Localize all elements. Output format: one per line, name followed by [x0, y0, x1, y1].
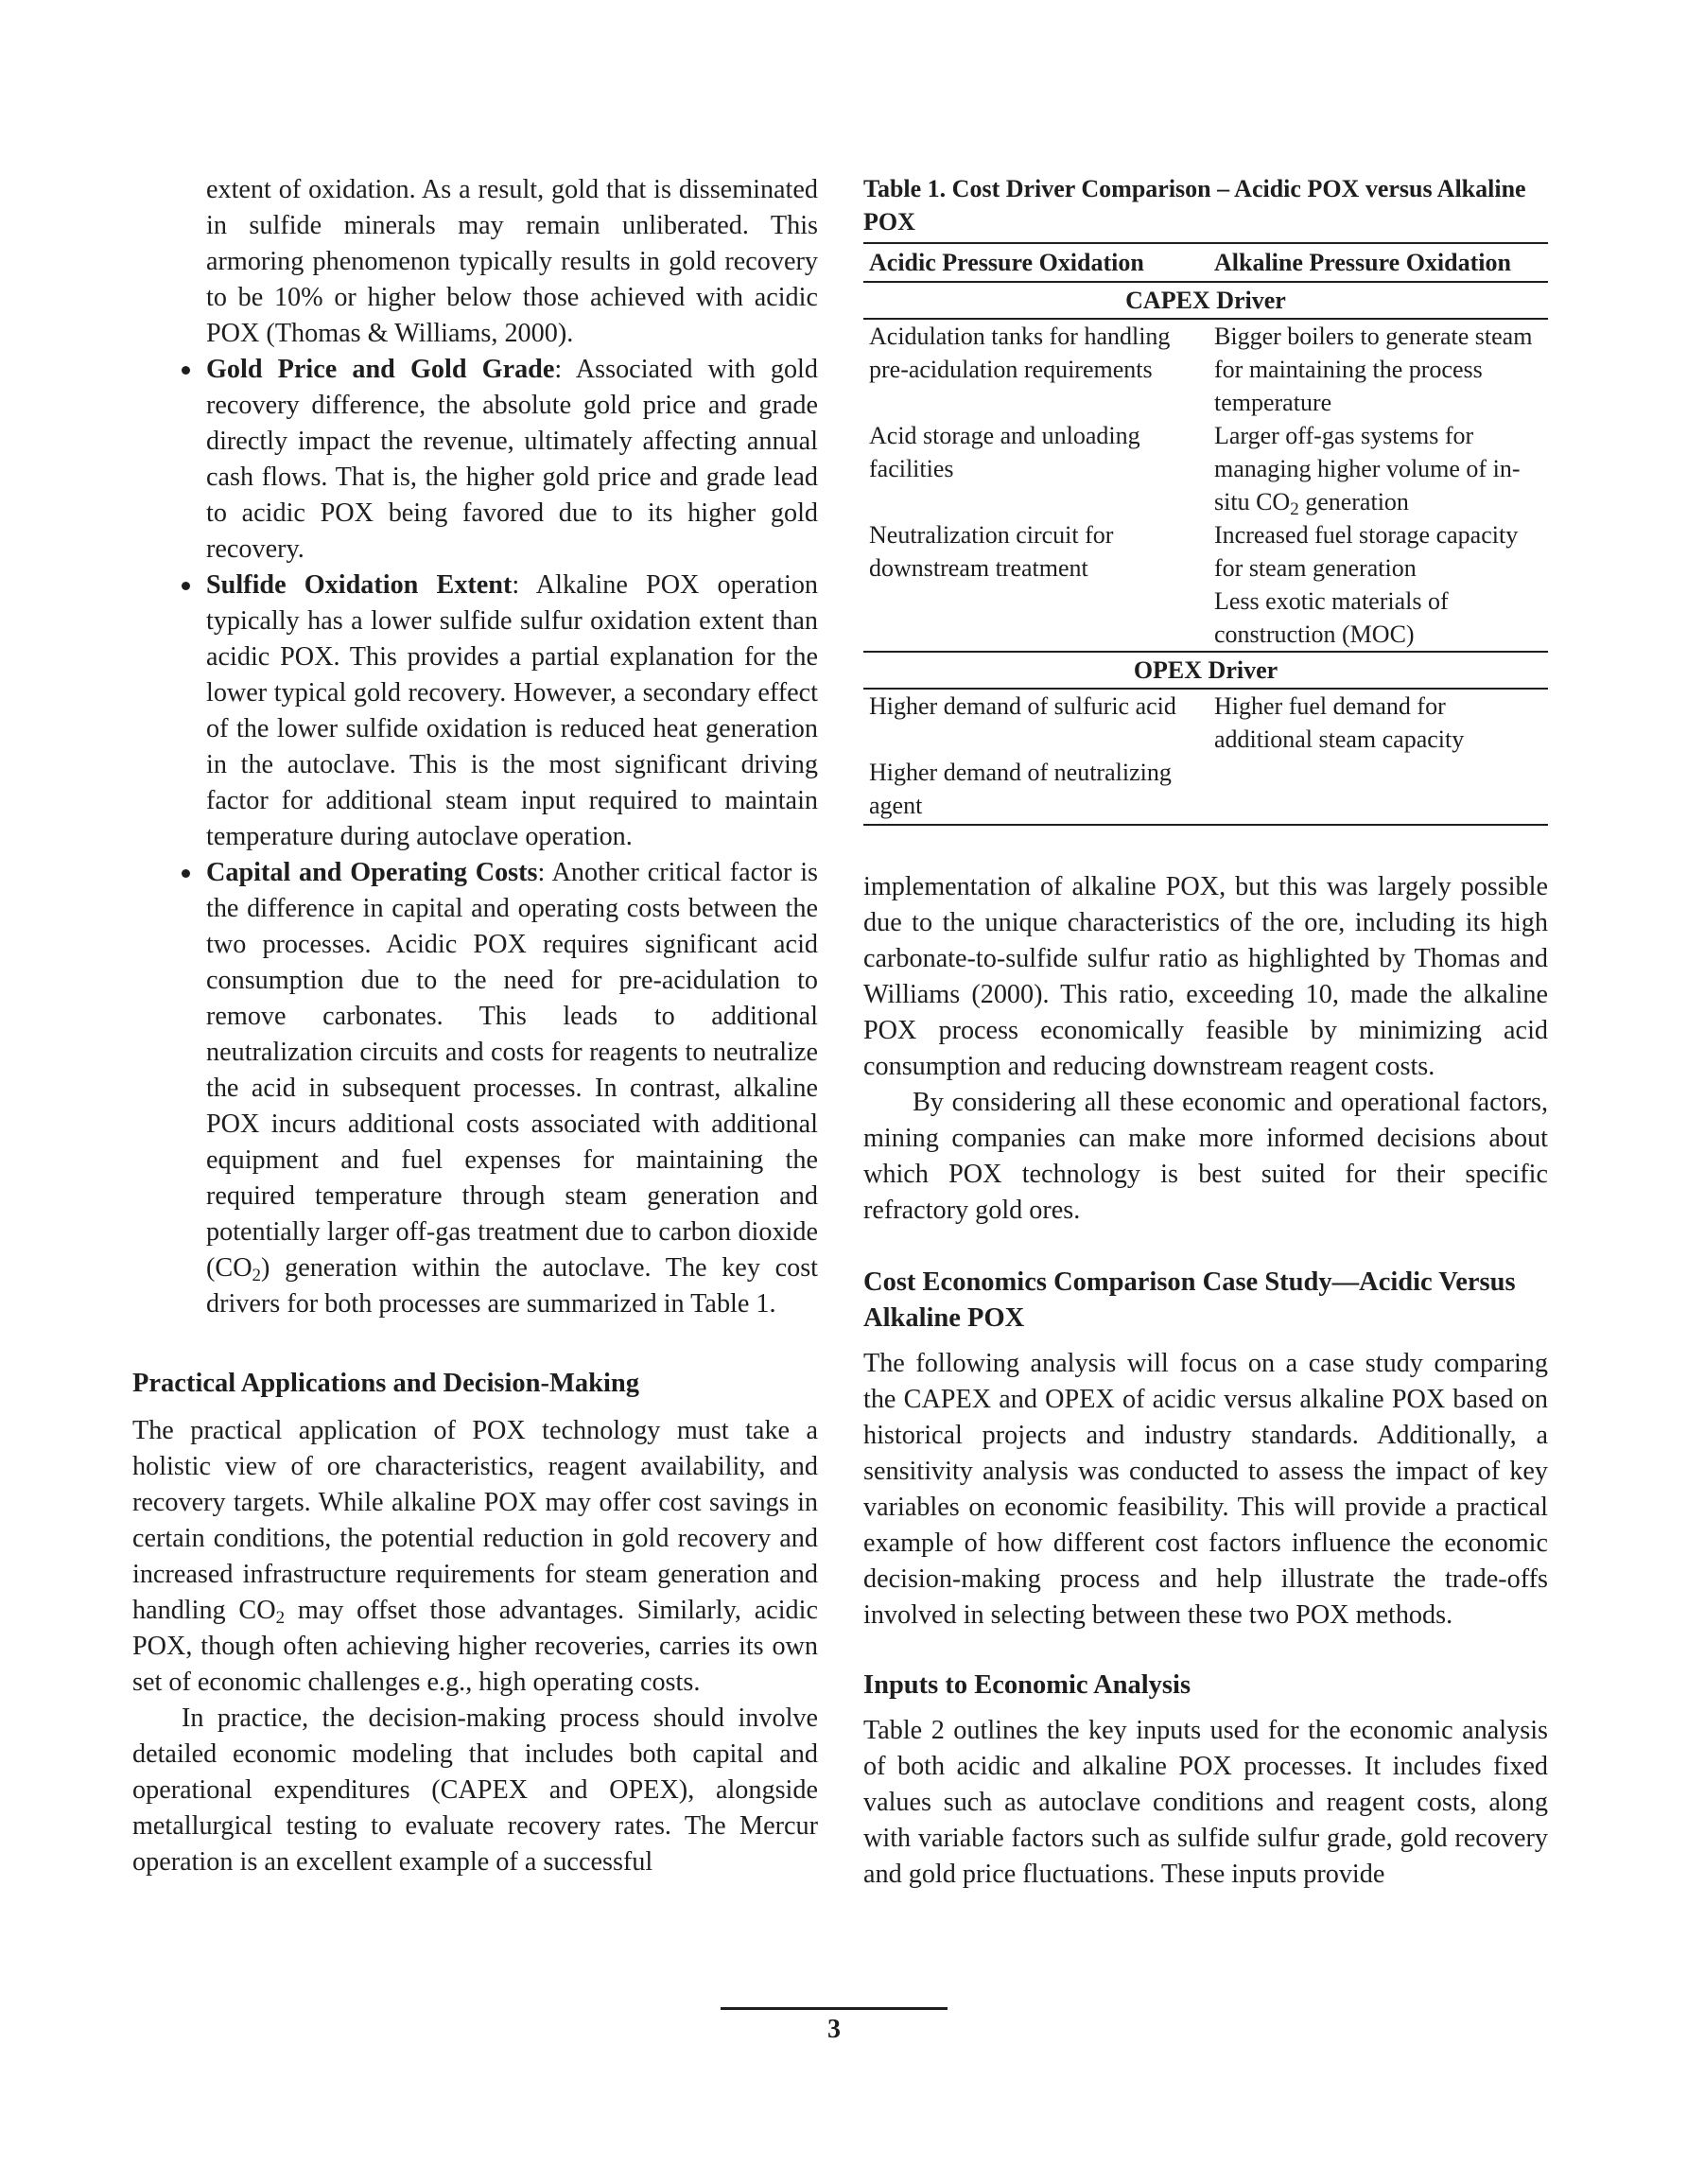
table-cell: Increased fuel storage capacity for steam generation [1214, 521, 1519, 582]
opex-section-label: OPEX Driver [863, 652, 1548, 689]
table-cell: Bigger boilers to generate steam for maintaining the process temperature [1214, 323, 1533, 416]
table-cell [1209, 756, 1548, 825]
bullet-term: Gold Price and Gold Grade [206, 355, 555, 384]
left-column [132, 172, 818, 1880]
cell-text: Larger off-gas systems for managing higher volume of in-situ CO [1214, 422, 1521, 515]
cell-text: generation [1298, 488, 1409, 515]
list-item [206, 352, 818, 568]
capex-section-label: CAPEX Driver [863, 282, 1548, 319]
table-cell [1209, 419, 1548, 518]
footer-rule [721, 2007, 948, 2010]
bullet-text: : Alkaline POX operation typically has a lower sulfide sulfur oxidation extent than acidic POX. This provides a partial explanation for the lower typical gold recovery. However, a secondary effect of the lower sulfide oxidation is reduced heat generation in the autoclave. This is the most significant driving factor for additional steam input required to maintain temperature during autoclave operation. [206, 570, 819, 851]
table-cell [863, 585, 1209, 652]
subscript: 2 [1290, 499, 1299, 519]
table-header-row [863, 243, 1548, 282]
body-paragraph: implementation of alkaline POX, but this was largely possible due to the unique characteristics of the ore, including its high carbonate-to-sulfide sulfur ratio as highlighted by Thomas and Williams (2000). This ratio, exceeding 10, made the alkaline POX process economically feasible by minimizing acid consumption and reducing downstream reagent costs. [863, 872, 1548, 1081]
bullet-text: : Another critical factor is the difference in capital and operating costs between the two processes. Acidic POX requires significant acid consumption due to the need for pre-acidulation to remove carbonates. This leads to additional neutralization circuits and costs for reagents to neutralize the acid in subsequent processes. In contrast, alkaline POX incurs additional costs associated with additional equipment and fuel expenses for maintaining the required temperature through steam generation and potentially larger off-gas treatment due to carbon dioxide (CO [206, 858, 818, 1283]
body-paragraph: Table 2 outlines the key inputs used for the economic analysis of both acidic and alkaline POX processes. It includes fixed values such as autoclave conditions and reagent costs, along with variable factors such as sulfide sulfur grade, gold recovery and gold price fluctuations. These inputs provide [863, 1716, 1548, 1889]
table-section-row [863, 282, 1548, 319]
table-cell: Higher demand of neutralizing agent [863, 756, 1209, 825]
list-item [206, 855, 818, 1322]
table-cell: Less exotic materials of construction (MOC) [1214, 587, 1449, 648]
bullet-list [132, 352, 818, 1322]
paragraph-text: may offset those advantages. Similarly, acidic POX, though often achieving higher recoveries, carries its own set of economic challenges e.g., high operating costs. [132, 1596, 818, 1697]
table-cell: Neutralization circuit for downstream treatment [869, 521, 1114, 582]
table-row [863, 518, 1548, 585]
page-number: 3 [827, 2015, 841, 2044]
section-heading-inputs: Inputs to Economic Analysis [863, 1670, 1191, 1700]
table-cell: Acidulation tanks for handling pre-acidulation requirements [869, 323, 1171, 383]
table-row [863, 689, 1548, 756]
table-cell: Acid storage and unloading facilities [869, 422, 1140, 482]
table-row [863, 319, 1548, 419]
subscript: 2 [252, 1266, 262, 1285]
bullet-text: : Associated with gold recovery difference, the absolute gold price and grade directly impact the revenue, ultimately affecting annual cash flows. That is, the higher gold price and grade lead to acidic POX being favored due to its higher gold recovery. [206, 355, 818, 564]
table-cell: Higher demand of sulfuric acid [869, 692, 1176, 720]
table-cell: Higher fuel demand for additional steam capacity [1214, 692, 1465, 753]
body-paragraph [132, 1413, 818, 1701]
bullet-term: Capital and Operating Costs [206, 858, 538, 887]
bullet-text: ) generation within the autoclave. The key cost drivers for both processes are summarized in Table 1. [206, 1253, 818, 1319]
table-row [863, 756, 1548, 825]
column-header-alkaline: Alkaline Pressure Oxidation [1209, 243, 1548, 282]
body-paragraph: In practice, the decision-making process should involve detailed economic modeling that includes both capital and operational expenditures (CAPEX and OPEX), alongside metallurgical testing to evaluate recovery rates. The Mercur operation is an excellent example of a successful [132, 1704, 818, 1877]
body-paragraph: The following analysis will focus on a case study comparing the CAPEX and OPEX of acidic versus alkaline POX based on historical projects and industry standards. Additionally, a sensitivity analysis was conducted to assess the impact of key variables on economic feasibility. This will provide a practical example of how different cost factors influence the economic decision-making process and help illustrate the trade-offs involved in selecting between these two POX methods. [863, 1349, 1548, 1630]
paragraph-text: The practical application of POX technology must take a holistic view of ore characteristics, reagent availability, and recovery targets. While alkaline POX may offer cost savings in certain conditions, the potential reduction in gold recovery and increased infrastructure requirements for steam generation and handling CO [132, 1416, 818, 1625]
bullet-term: Sulfide Oxidation Extent [206, 570, 513, 600]
table-caption: Table 1. Cost Driver Comparison – Acidic POX versus Alkaline POX [863, 175, 1526, 236]
section-heading-practical: Practical Applications and Decision-Making [132, 1369, 639, 1398]
subscript: 2 [275, 1608, 286, 1628]
section-heading-case-study: Cost Economics Comparison Case Study—Acidic Versus Alkaline POX [863, 1267, 1516, 1333]
list-item [206, 568, 818, 855]
cost-driver-table [863, 242, 1548, 826]
body-paragraph: By considering all these economic and operational factors, mining companies can make more informed decisions about which POX technology is best suited for their specific refractory gold ores. [863, 1088, 1548, 1225]
body-paragraph: extent of oxidation. As a result, gold that is disseminated in sulfide minerals may remain unliberated. This armoring phenomenon typically results in gold recovery to be 10% or higher below those achieved with acidic POX (Thomas & Williams, 2000). [206, 175, 818, 348]
table-row [863, 419, 1548, 518]
right-column [863, 172, 1548, 1893]
table-row [863, 585, 1548, 652]
table-section-row [863, 652, 1548, 689]
column-header-acidic: Acidic Pressure Oxidation [863, 243, 1209, 282]
